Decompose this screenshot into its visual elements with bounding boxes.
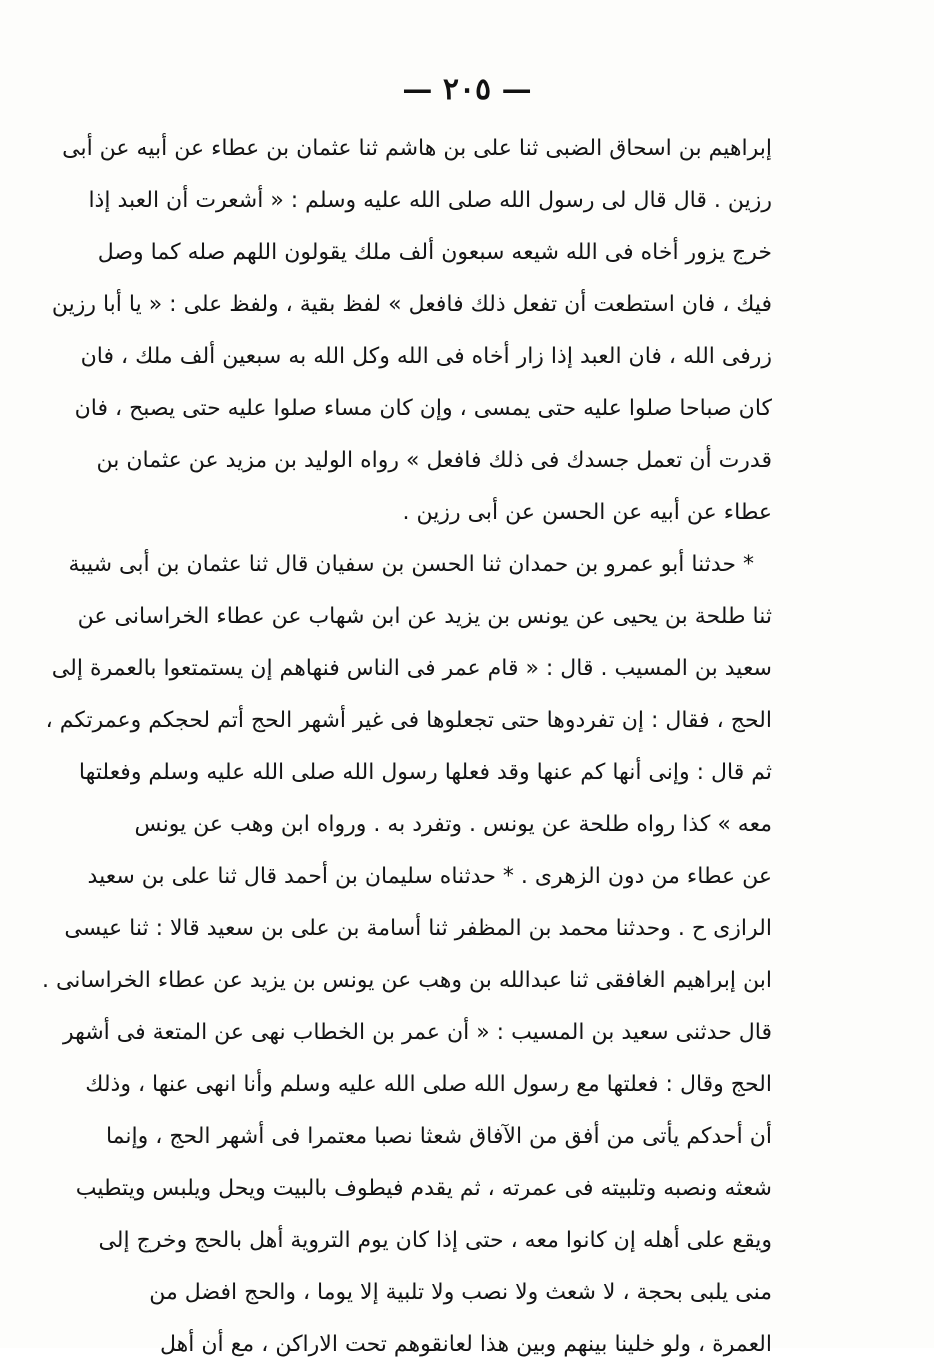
text-line: الحج وقال : فعلتها مع رسول الله صلى الله عليه وسلم وأنا انهى عنها ، وذلك (85, 1072, 772, 1097)
text-line: العمرة ، ولو خلينا بينهم وبين هذا لعانقوهم تحت الاراكن ، مع أن أهل (160, 1332, 772, 1357)
text-line: كان صباحا صلوا عليه حتى يمسى ، وإن كان مساء صلوا عليه حتى يصبح ، فان (74, 396, 772, 421)
text-line: ابن إبراهيم الغافقى ثنا عبدالله بن وهب عن يونس بن يزيد عن عطاء الخراسانى . (41, 968, 772, 993)
text-line: معه » كذا رواه طلحة عن يونس . وتفرد به . ورواه ابن وهب عن يونس (134, 812, 772, 837)
text-line: منى يلبى بحجة ، لا شعث ولا نصب ولا تلبية إلا يوما ، والحج افضل من (149, 1280, 772, 1305)
text-line: إبراهيم بن اسحاق الضبى ثنا على بن هاشم ثنا عثمان بن عطاء عن أبيه عن أبى (62, 136, 772, 161)
body-text (41, 123, 772, 1371)
text-line: سعيد بن المسيب . قال : « قام عمر فى الناس فنهاهم إن يستمتعوا بالعمرة إلى (51, 656, 772, 681)
text-line: الحج ، فقال : إن تفردوها حتى تجعلوها فى غير أشهر الحج أتم لحجكم وعمرتكم ، (45, 708, 772, 733)
text-line: فيك ، فان استطعت أن تفعل ذلك فافعل » لفظ بقية ، ولفظ على : « يا أبا رزين (51, 292, 772, 317)
text-line: رزين . قال قال لى رسول الله صلى الله عليه وسلم : « أشعرت أن العبد إذا (88, 188, 772, 213)
text-line: ثنا طلحة بن يحيى عن يونس بن يزيد عن ابن شهاب عن عطاء الخراسانى عن (77, 604, 772, 629)
text-line: عطاء عن أبيه عن الحسن عن أبى رزين . (402, 500, 772, 525)
text-line: ثم قال : وإنى أنها كم عنها وقد فعلها رسول الله صلى الله عليه وسلم وفعلتها (78, 760, 772, 785)
text-line: ويقع على أهله إن كانوا معه ، حتى إذا كان يوم التروية أهل بالحج وخرج إلى (98, 1228, 772, 1253)
text-line: قدرت أن تعمل جسدك فى ذلك فافعل » رواه الوليد بن مزيد عن عثمان بن (96, 448, 772, 473)
text-line: قال حدثنى سعيد بن المسيب : « أن عمر بن الخطاب نهى عن المتعة فى أشهر (62, 1020, 772, 1045)
text-line: الرازى ح . وحدثنا محمد بن المظفر ثنا أسامة بن على بن سعيد قالا : ثنا عيسى (64, 916, 772, 941)
text-line: أن أحدكم يأتى من أفق من الآفاق شعثا نصبا معتمرا فى أشهر الحج ، وإنما (105, 1124, 772, 1149)
text-line: * حدثنا أبو عمرو بن حمدان ثنا الحسن بن سفيان قال ثنا عثمان بن أبى شيبة (68, 552, 754, 577)
text-line: خرج يزور أخاه فى الله شيعه سبعون ألف ملك يقولون اللهم صله كما وصل (97, 240, 772, 265)
text-line: زرفى الله ، فان العبد إذا زار أخاه فى الله وكل الله به سبعين ألف ملك ، فان (80, 344, 772, 369)
text-line: عن عطاء من دون الزهرى . * حدثناه سليمان بن أحمد قال ثنا على بن سعيد (87, 864, 772, 889)
page-number: — ٢٠٥ — (402, 72, 532, 107)
text-line: شعثه ونصبه وتلبيته فى عمرته ، ثم يقدم فيطوف بالبيت ويحل ويلبس ويتطيب (75, 1176, 772, 1201)
